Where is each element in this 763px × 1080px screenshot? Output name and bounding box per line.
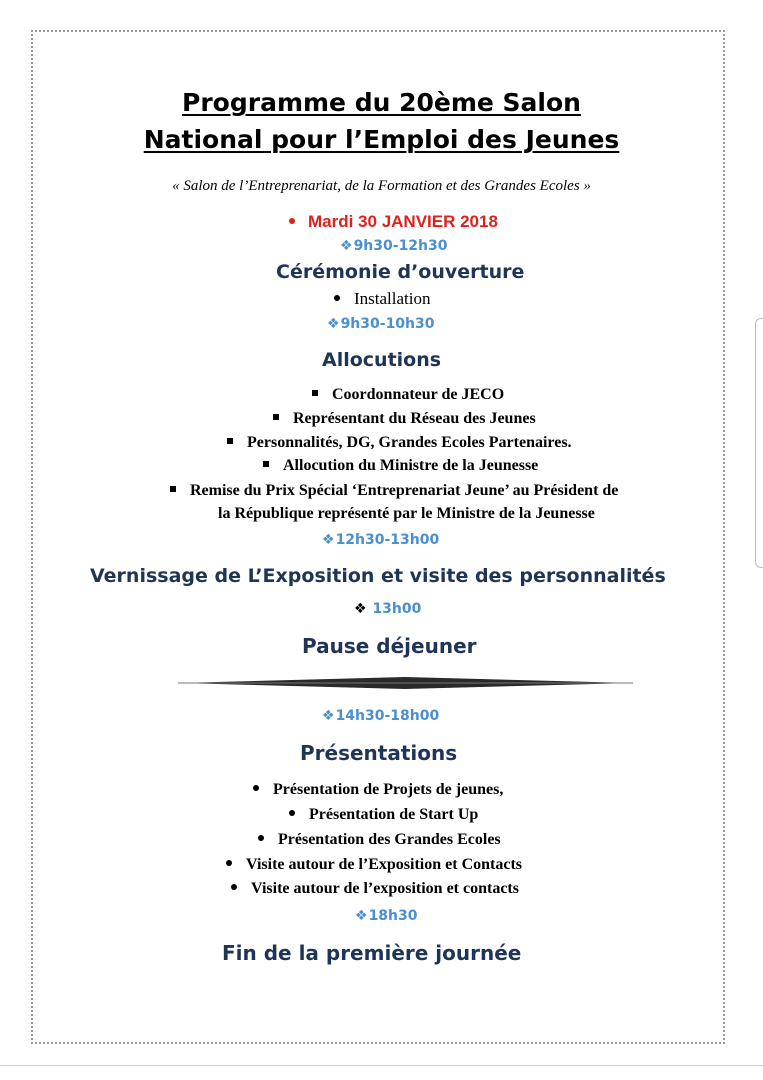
list-item: Personnalités, DG, Grandes Ecoles Partenaires. (227, 434, 572, 452)
bottom-rule (0, 1065, 763, 1066)
time-slot-3: ❖12h30-13h00 (322, 532, 440, 548)
list-item: Représentant du Réseau des Jeunes (273, 410, 536, 428)
square-bullet-icon (263, 461, 269, 467)
section-divider (178, 676, 633, 690)
list-item: Présentation de Projets de jeunes, (253, 781, 503, 799)
list-item: Allocution du Ministre de la Jeunesse (263, 457, 538, 475)
square-bullet-icon (273, 414, 279, 420)
heading-pause: Pause déjeuner (302, 634, 477, 658)
list-item: Visite autour de l’Exposition et Contacts (226, 856, 522, 874)
square-bullet-icon (170, 486, 176, 492)
time-slot-4: ❖ 13h00 (354, 601, 422, 617)
list-item-continuation: la République représenté par le Ministre de la Jeunesse (218, 505, 595, 522)
list-item: Présentation des Grandes Ecoles (258, 831, 501, 849)
time-slot-1: ❖9h30-12h30 (340, 238, 448, 254)
time-slot-6: ❖18h30 (355, 908, 418, 924)
scroll-edge (755, 318, 763, 568)
heading-ceremonie: Cérémonie d’ouverture (276, 261, 525, 283)
list-item: Installation (334, 289, 430, 309)
diamond-bullet-icon: ❖ (340, 238, 353, 254)
heading-fin: Fin de la première journée (222, 941, 522, 965)
event-date (289, 212, 498, 232)
bullet-icon (253, 785, 259, 791)
bullet-icon (289, 218, 295, 224)
square-bullet-icon (227, 438, 233, 444)
heading-presentations: Présentations (300, 741, 458, 765)
heading-allocutions: Allocutions (322, 349, 442, 371)
time-slot-2: ❖9h30-10h30 (327, 316, 435, 332)
heading-vernissage: Vernissage de L’Exposition et visite des personnalités (90, 565, 666, 587)
bullet-icon (226, 860, 232, 866)
bullet-icon (231, 884, 237, 890)
diamond-bullet-icon: ❖ (327, 316, 340, 332)
list-item: Visite autour de l’exposition et contacts (231, 880, 519, 898)
date-text: Mardi 30 JANVIER 2018 (308, 212, 498, 231)
bullet-icon (334, 295, 340, 301)
list-item: Présentation de Start Up (289, 806, 478, 824)
list-item: Coordonnateur de JECO (312, 386, 504, 404)
diamond-bullet-icon: ❖ (354, 601, 367, 617)
bullet-icon (258, 835, 264, 841)
bullet-icon (289, 810, 295, 816)
time-slot-5: ❖14h30-18h00 (322, 708, 440, 724)
diamond-bullet-icon: ❖ (355, 908, 368, 924)
diamond-bullet-icon: ❖ (322, 708, 335, 724)
subtitle: « Salon de l’Entreprenariat, de la Formation et des Grandes Ecoles » (172, 178, 591, 194)
list-item: Remise du Prix Spécial ‘Entreprenariat Jeune’ au Président de (170, 482, 618, 500)
title-line-1: Programme du 20ème Salon (182, 88, 581, 117)
title-line-2: National pour l’Emploi des Jeunes (143, 125, 620, 154)
square-bullet-icon (312, 390, 318, 396)
diamond-bullet-icon: ❖ (322, 532, 335, 548)
